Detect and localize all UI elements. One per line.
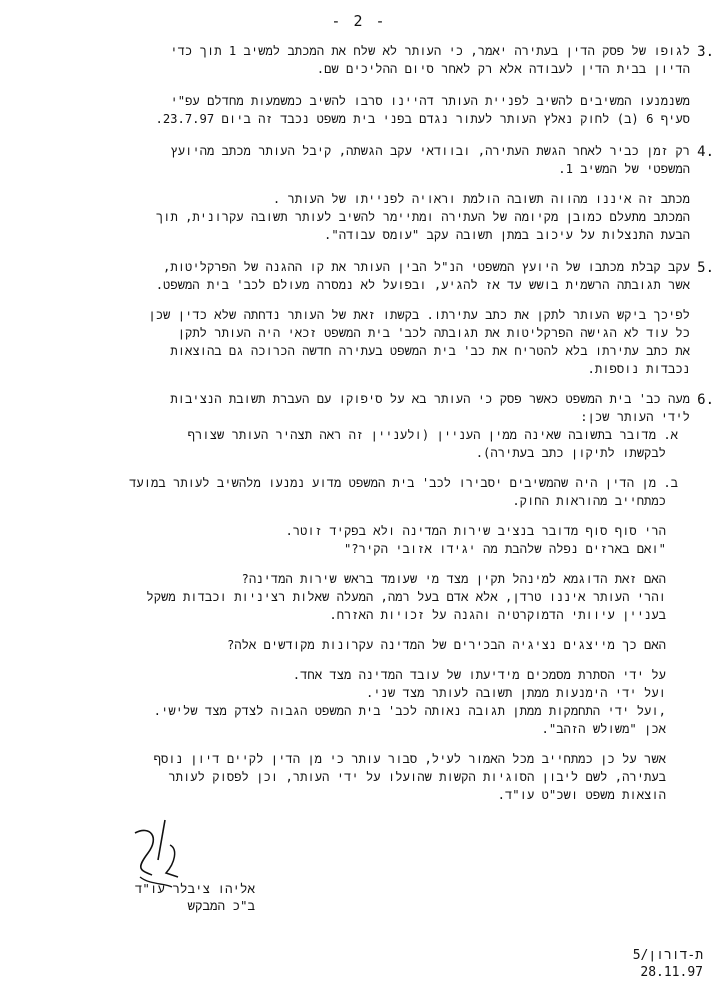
item-6-line-2: לידי העותר שכן: [580,410,690,424]
item-number-3: 3. [697,44,714,60]
item-number-6: 6. [697,392,714,408]
signatory-role: ב"כ המבקש [187,898,255,913]
item-5-line-6: נכבדות נוספות. [587,362,690,376]
item-number-4: 4. [697,144,714,160]
item-6-list-line-2: ועל ידי הימנעות ממתן תשובה לעותר מצד שני. [365,686,666,700]
item-6-conclusion-line-3: הוצאות משפט ושכ"ט עו"ד. [497,788,666,802]
item-6-para-line-2: והרי העותר איננו טרדן, אלא אדם בעל רמה, המעלה שאלות רציניות וכבדות משקל [146,590,666,604]
item-4-line-3: מכתב זה איננו מהווה תשובה הולמת וראויה לפנייתו של העותר . [272,192,690,206]
item-6-list-line-1: על ידי הסתרת מסמכים מידיעתו של עובד המדינה מצד אחד. [292,668,666,682]
item-5-line-4: כל עוד לא הגישה הפרקליטות את תגובתה לכב' בית המשפט זכאי היה העותר לתקן [177,326,690,340]
item-5-line-1: עקב קבלת מכתבו של היועץ המשפטי הנ"ל הבין העותר את קו ההגנה של הפרקליטות, [163,260,690,274]
item-6-list-line-3: ,ועל ידי התחמקות ממתן תגובה נאותה לכב' בית המשפט הגבוה לצדק מצד שלישי. [153,704,666,718]
item-4-line-4: המכתב מתעלם כמובן מקיומה של העתירה ומתיימר להשיב לעותר תשובה עקרונית, תוך [155,210,690,224]
signatory-name: אליהו ציבלר עו"ד [134,881,255,896]
item-6-conclusion-line-2: בעתירה, לשם ליבון הסוגיות הקשות שהועלו על ידי העותר, וכן לפסוק לעותר [168,770,666,784]
item-5-line-2: אשר תגובתה הרשמית בושש עד אז להגיע, ובפועל לא נמסרה מעולם לכב' בית המשפט. [155,278,690,292]
item-6-para-line-1: הרי סוף סוף מדובר בנציב שירות המדינה ולא בפקיד זוטר. [285,524,666,538]
item-4-line-5: הבעת התנצלות על עיכוב במתן תשובה עקב "עומס עבודה". [324,228,690,242]
page-number: - 2 - [331,12,387,30]
item-3-line-1: לגופו של פסק הדין בעתירה יאמר, כי העותר לא שלח את המכתב למשיב 1 תוך כדי [170,44,690,58]
item-6-para-line-3: בעניין עיוותי הדמוקרטיה והגנה על זכויות האזרח. [329,608,666,622]
item-5-line-3: לפיכך ביקש העותר לתקן את כתב עתירתו. בקשתו זאת של העותר נדחתה שלא כדין שכן [148,308,690,322]
item-6-quote: "ואם בארזים נפלה שלהבת מה יגידו אזובי הקיר?" [343,542,666,556]
item-4-line-1: רק זמן כביר לאחר הגשת העתירה, ובוודאי עקב הגשתה, קיבל העותר מכתב מהיועץ [170,144,690,158]
item-4-line-2: המשפטי של המשיב 1. [558,162,690,176]
item-6-sub-b-line-1: ב. מן הדין היה שהמשיבים יסבירו לכב' בית המשפט מדוע נמנעו מלהשיב לעותר במועד [129,476,678,490]
footer-code: ת-דורון/5 [632,948,703,963]
signature-block [65,880,255,914]
footer-date: 28.11.97 [640,965,703,980]
item-6-line-1: מעה כב' בית המשפט כאשר פסק כי העותר בא על סיפוקו עם העברת תשובת הנציבות [170,392,690,406]
item-6-conclusion-line-1: אשר על כן כמתחייב מכל האמור לעיל, סבור עותר כי מן הדין לקיים דיון נוסף [153,752,666,766]
item-6-sub-b-line-2: כמתחייב מהוראות החוק. [512,494,666,508]
item-3-line-2: הדיון בבית הדין לעבודה אלא רק לאחר סיום ההליכים שם. [316,62,690,76]
item-6-sub-a-line-2: לבקשתו לתיקון כתב בעתירה). [475,446,666,460]
item-6-question-1: האם זאת הדוגמא למינהל תקין מצד מי שעומד בראש שירות המדינה? [241,572,666,586]
item-6-golden-triangle: אכן "משולש הזהב". [541,722,666,736]
item-number-5: 5. [697,260,714,276]
item-6-sub-a-line-1: א. מדובר בתשובה שאינה ממין העניין (ולעניין זה ראה תצהיר העותר שצורף [187,428,678,442]
item-3-line-3: משנמנעו המשיבים להשיב לפניית העותר דהיינו סרבו להשיב כמשמעות מחדלם עפ"י [170,94,690,108]
item-6-question-2: האם כך מייצגים נציגיה הבכירים של המדינה עקרונות מקודשים אלה? [226,638,666,652]
item-5-line-5: את כתב עתירתו בלא להטריח את כב' בית המשפט בעתירה חדשה הכרוכה גם בהוצאות [170,344,690,358]
item-3-line-4: סעיף 6 (ב) לחוק נאלץ העותר לעתור נגדם בפני בית משפט נכבד זה ביום 23.7.97. [155,112,690,126]
